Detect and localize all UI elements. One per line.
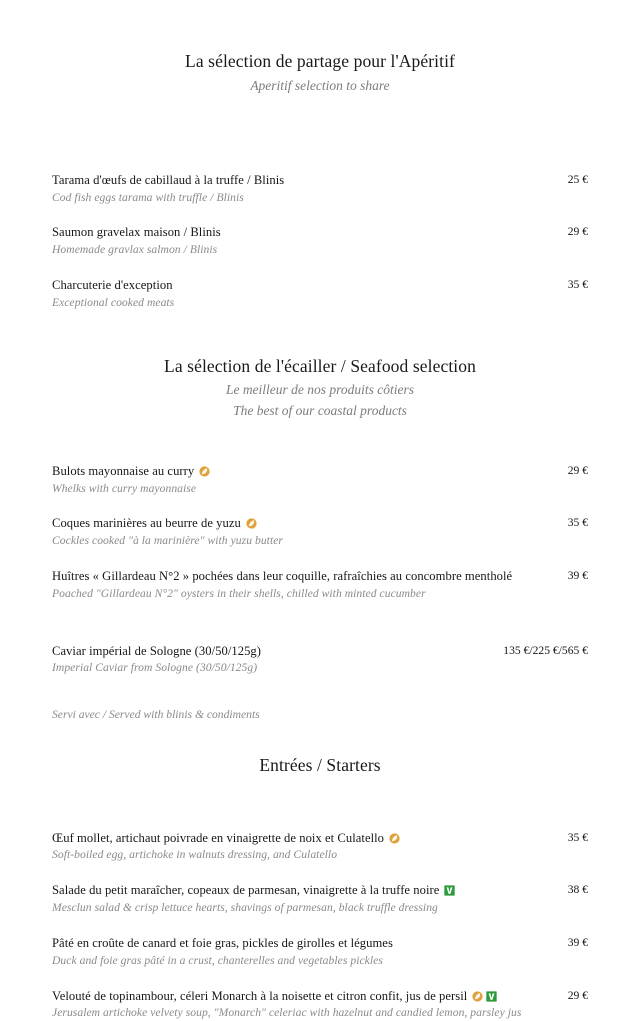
menu-item-name-en: Homemade gravlax salmon / Blinis xyxy=(52,243,218,257)
menu-item-icons xyxy=(389,833,400,844)
section-heading-starters xyxy=(52,754,588,778)
menu-item-name-en: Imperial Caviar from Sologne (30/50/125g) xyxy=(52,661,258,675)
menu-item xyxy=(52,463,588,497)
menu-item-name-fr-text: Charcuterie d'exception xyxy=(52,278,173,293)
menu-item-price: 29 € xyxy=(567,225,588,239)
menu-item-name-fr-text: Œuf mollet, artichaut poivrade en vinaigrette de noix et Culatello xyxy=(52,830,385,845)
menu-item-name-fr-text: Bulots mayonnaise au curry xyxy=(52,463,195,478)
menu-item-texts xyxy=(52,830,568,864)
menu-item-name-en: Poached "Gillardeau N°2" oysters in their shells, chilled with minted cucumber xyxy=(52,586,426,600)
section-subtitle: Aperitif selection to share xyxy=(250,77,390,93)
menu-item-price: 39 € xyxy=(567,568,588,582)
menu-item-price: 135 €/225 €/565 € xyxy=(503,643,588,657)
menu-item-icons xyxy=(199,466,210,477)
menu-item xyxy=(52,830,588,864)
section-title: La sélection de l'écailler / Seafood selection xyxy=(164,355,476,376)
section-heading-seafood xyxy=(52,355,588,421)
menu-item-icons xyxy=(444,885,455,896)
menu-item-name-fr xyxy=(52,172,554,189)
menu-item-price: 35 € xyxy=(567,516,588,530)
menu-item-name-fr-text: Saumon gravelax maison / Blinis xyxy=(52,225,221,240)
menu-item-name-en: Cod fish eggs tarama with truffle / Blinis xyxy=(52,190,244,204)
menu-item-name-fr-text: Velouté de topinambour, céleri Monarch à la noisette et citron confit, jus de persil xyxy=(52,988,468,1003)
menu-item-price: 29 € xyxy=(567,463,588,477)
menu-item-name-en: Duck and foie gras pâté in a crust, chanterelles and vegetables pickles xyxy=(52,953,383,967)
menu-item-name-fr xyxy=(52,935,554,952)
menu-item-price: 35 € xyxy=(567,830,588,844)
menu-item-name-fr-text: Pâté en croûte de canard et foie gras, pickles de girolles et légumes xyxy=(52,935,393,950)
menu-item xyxy=(52,172,588,206)
section-subtitle-secondary: The best of our coastal products xyxy=(233,403,407,419)
item-list-seafood xyxy=(52,463,588,723)
menu-item-texts xyxy=(52,277,568,311)
menu-item-name-en: Cockles cooked "à la marinière" with yuzu butter xyxy=(52,534,283,548)
menu-item-name-fr xyxy=(52,568,554,585)
caviar-service-note: Servi avec / Served with blinis & condiments xyxy=(52,708,260,722)
menu-item xyxy=(52,277,588,311)
menu-item xyxy=(52,988,588,1021)
allergen-gold-icon xyxy=(246,518,257,529)
menu-item-texts xyxy=(52,935,568,969)
menu-item-name-en: Soft-boiled egg, artichoke in walnuts dressing, and Culatello xyxy=(52,848,338,862)
menu-item-name-fr-text: Tarama d'œufs de cabillaud à la truffe / Blinis xyxy=(52,172,285,187)
menu-item-icons xyxy=(246,518,257,529)
item-list-starters xyxy=(52,830,588,1021)
menu-item-texts xyxy=(52,988,568,1021)
section-subtitle: Le meilleur de nos produits côtiers xyxy=(225,382,415,398)
menu-item-price: 35 € xyxy=(567,278,588,292)
menu-item-name-fr xyxy=(52,515,554,532)
menu-item-name-fr xyxy=(52,988,554,1005)
menu-item xyxy=(52,224,588,258)
menu-item-name-fr-text: Caviar impérial de Sologne (30/50/125g) xyxy=(52,643,262,658)
menu-item-name-fr xyxy=(52,277,554,294)
section-title: Entrées / Starters xyxy=(259,754,381,775)
menu-item-price: 38 € xyxy=(567,883,588,897)
menu-item-name-en: Jerusalem artichoke velvety soup, "Monarch" celeriac with hazelnut and candied lemon, parsley jus xyxy=(52,1006,522,1020)
menu-item xyxy=(52,935,588,969)
vegetarian-green-icon xyxy=(444,885,455,896)
menu-item-name-en: Whelks with curry mayonnaise xyxy=(52,481,197,495)
section-heading-aperitif xyxy=(52,50,588,95)
menu-item xyxy=(52,515,588,549)
menu-item-texts xyxy=(52,515,568,549)
item-list-aperitif xyxy=(52,172,588,311)
menu-item-name-en: Mesclun salad & crisp lettuce hearts, shavings of parmesan, black truffle dressing xyxy=(52,901,438,915)
menu-item xyxy=(52,568,588,602)
menu-item-name-fr xyxy=(52,643,489,660)
menu-item-name-fr xyxy=(52,830,554,847)
menu-item-caviar xyxy=(52,643,588,677)
menu-item-texts xyxy=(52,463,568,497)
menu-item-texts xyxy=(52,643,503,677)
section-title: La sélection de partage pour l'Apéritif xyxy=(185,51,455,71)
menu-item-name-fr xyxy=(52,882,554,899)
menu-item-texts xyxy=(52,172,568,206)
vegetarian-green-icon xyxy=(486,991,497,1002)
menu-item-name-fr-text: Salade du petit maraîcher, copeaux de parmesan, vinaigrette à la truffe noire xyxy=(52,883,440,898)
menu-item-price: 25 € xyxy=(567,172,588,186)
menu-item-price: 29 € xyxy=(567,988,588,1002)
menu-item-name-fr xyxy=(52,224,554,241)
menu-item-name-en: Exceptional cooked meats xyxy=(52,295,175,309)
menu-item-name-fr-text: Coques marinières au beurre de yuzu xyxy=(52,516,241,531)
menu-item-name-fr xyxy=(52,463,554,480)
allergen-gold-icon xyxy=(199,466,210,477)
menu-item xyxy=(52,882,588,916)
menu-item-price: 39 € xyxy=(567,935,588,949)
menu-item-icons xyxy=(472,991,497,1002)
menu-item-name-fr-text: Huîtres « Gillardeau N°2 » pochées dans leur coquille, rafraîchies au concombre mentholé xyxy=(52,568,513,583)
menu-item-texts xyxy=(52,568,568,602)
allergen-gold-icon xyxy=(389,833,400,844)
allergen-gold-icon xyxy=(472,991,483,1002)
menu-item-texts xyxy=(52,224,568,258)
menu-item-texts xyxy=(52,882,568,916)
